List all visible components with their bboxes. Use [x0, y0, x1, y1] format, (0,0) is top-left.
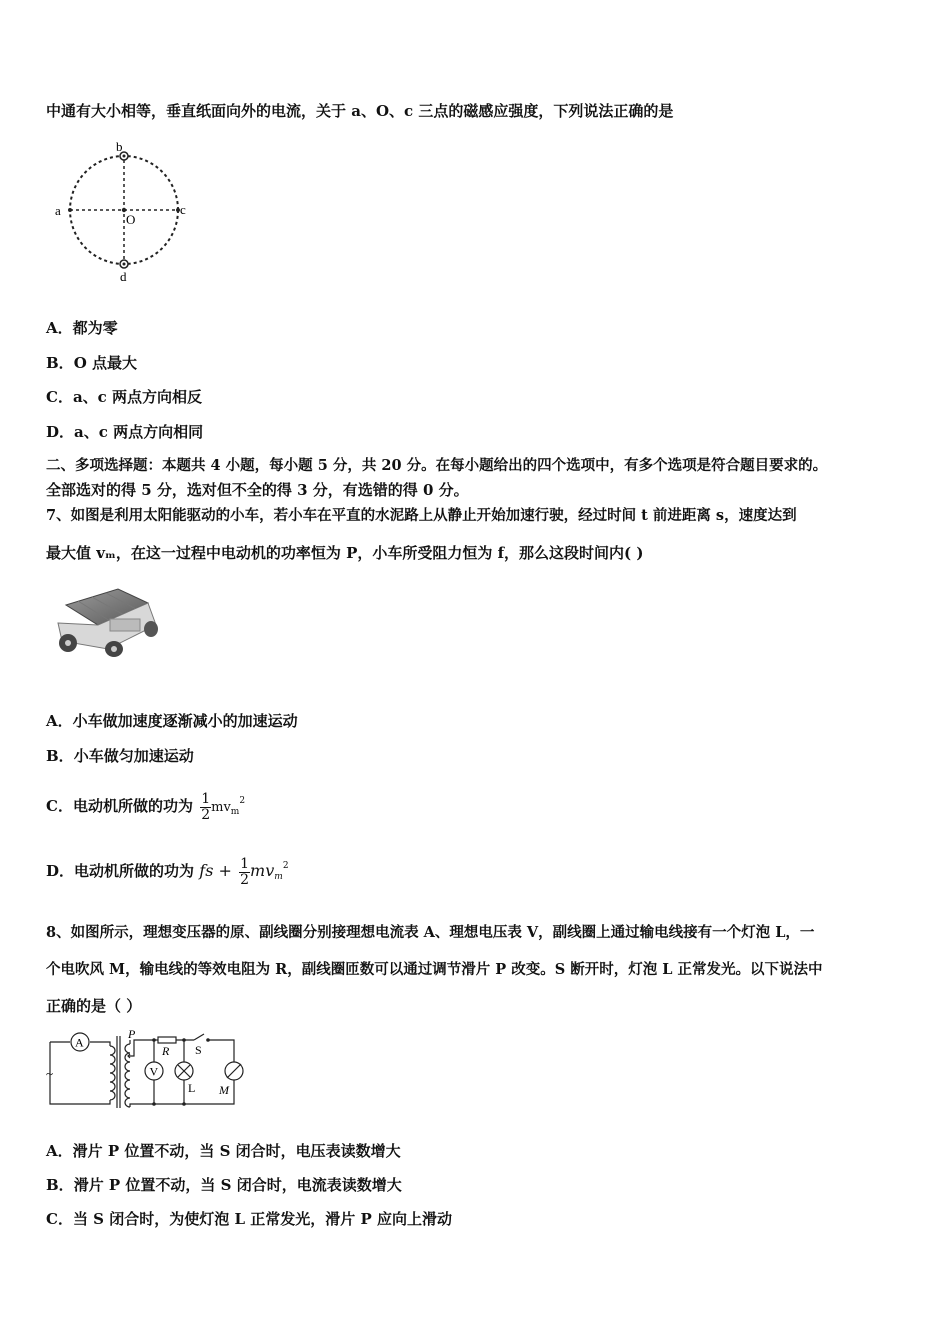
fraction-half-d: $\frac{1}{2}$	[240, 855, 250, 888]
label-o: O	[126, 212, 136, 227]
q7-option-a: A．小车做加速度逐渐减小的加速运动	[46, 712, 298, 730]
ammeter-label: A	[75, 1035, 84, 1050]
motor-label: M	[219, 1083, 229, 1097]
q6-option-a: A．都为零	[46, 319, 118, 337]
q8-line1: 8、如图所示，理想变压器的原、副线圈分别接理想电流表 A、理想电压表 V，副线圈上通过输电线接有一个灯泡 L，一	[46, 924, 815, 941]
q6-circle-figure	[50, 140, 200, 285]
q6-option-c: C．a、c 两点方向相反	[46, 388, 203, 406]
section2-line2: 全部选对的得 5 分，选对但不全的得 3 分，有选错的得 0 分。	[46, 481, 469, 499]
q6-stem: 中通有大小相等，垂直纸面向外的电流，关于 a、O、c 三点的磁感应强度，下列说法正确的是	[46, 102, 674, 120]
voltmeter-label: V	[149, 1064, 159, 1079]
q6-option-d: D．a、c 两点方向相同	[46, 423, 204, 441]
q8-line2: 个电吹风 M，输电线的等效电阻为 R，副线圈匝数可以通过调节滑片 P 改变。S 断开时，灯泡 L 正常发光。以下说法中	[46, 961, 823, 978]
q7-option-b: B．小车做匀加速运动	[46, 747, 194, 765]
section2-line1: 二、多项选择题：本题共 4 小题，每小题 5 分，共 20 分。在每小题给出的四个选项中，有多个选项是符合题目要求的。	[46, 457, 828, 474]
q7-option-d: D．电动机所做的功为 fs + $\frac{1}{2}$ $mv_m^2$	[46, 855, 289, 888]
q7-option-c: C．电动机所做的功为 $\frac{1}{2}$ $mv_m^2$	[46, 790, 246, 823]
q8-line3: 正确的是（ ）	[46, 997, 142, 1015]
lamp-label: L	[188, 1081, 196, 1095]
slider-label: P	[128, 1028, 136, 1041]
label-a: a	[55, 203, 61, 218]
label-c: c	[180, 202, 186, 217]
solar-car-image	[48, 583, 168, 663]
label-b: b	[116, 140, 123, 154]
fraction-half-c: $\frac{1}{2}$	[201, 790, 211, 823]
q7-line2: 最大值 vₘ，在这一过程中电动机的功率恒为 P，小车所受阻力恒为 f，那么这段时间内( )	[46, 544, 644, 562]
q8-option-c: C．当 S 闭合时，为使灯泡 L 正常发光，滑片 P 应向上滑动	[46, 1210, 452, 1228]
transformer-circuit-figure	[44, 1028, 244, 1110]
q7-line1: 7、如图是利用太阳能驱动的小车，若小车在平直的水泥路上从静止开始加速行驶，经过时间 t 前进距离 s，速度达到	[46, 507, 797, 524]
label-d: d	[120, 269, 127, 284]
q8-option-a: A．滑片 P 位置不动，当 S 闭合时，电压表读数增大	[46, 1142, 401, 1160]
resistor-label: R	[162, 1044, 170, 1058]
q8-option-b: B．滑片 P 位置不动，当 S 闭合时，电流表读数增大	[46, 1176, 402, 1194]
switch-label: S	[195, 1043, 202, 1057]
q6-option-b: B．O 点最大	[46, 354, 137, 372]
ac-source-label: ~	[46, 1066, 54, 1081]
